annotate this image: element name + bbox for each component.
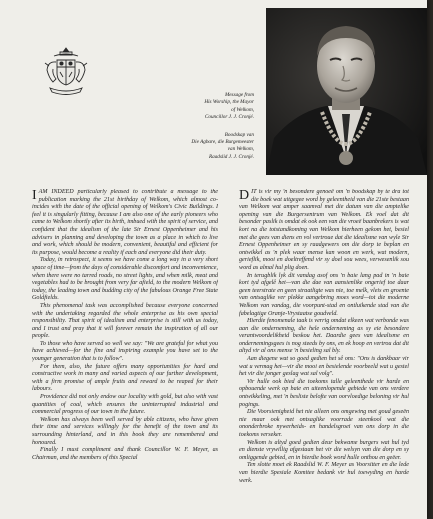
afrikaans-paragraph: Hierdie fenomenale taak is verrig omdat elkeen wat verbonde was aan die onderneming, die hele onderneming as sy eie besondere verantwoordelikheid beskou het. Daardie gees van idealisme en ondernemingsgees is nog steeds by ons, en ek hoop en vertrou dat dit altyd vir al ons mense 'n besieling sal bly. xyxy=(239,318,409,355)
english-paragraph: Finally I must compliment and thank Councillor W. F. Meyer, as Chairman, and the members of this Special xyxy=(32,447,218,461)
caption-af-line: van Welkom, xyxy=(227,146,254,153)
english-paragraph: Today, in retrospect, it seems we have come a long way in a very short space of time—from the days of considerable discomfort and inconvenience, when there were no tarred roads, no street lights, and when milk, meat and vegetables had to be brought from very far afield, to the modern Welkom of today, the leading town and budding city of the fabulous Orange Free State Goldfields. xyxy=(32,257,218,302)
afrikaans-paragraph: Welkom is altyd goed gedien deur bekwame burgers wat hul tyd en dienste vrywillig afgestaan het vir die welsyn van die dorp en sy omliggende gebied, en in hierdie boek word hulle onthou en geëer. xyxy=(239,439,409,461)
mayor-portrait-photo xyxy=(266,8,427,175)
caption-en-line: of Welkom, xyxy=(231,106,254,113)
caption-en-line: Councillor J. J. Cronjé. xyxy=(204,114,254,121)
english-message-column xyxy=(32,189,218,519)
english-paragraph: Providence did not only endow our locality with gold, but also with vast quantities of coal, which ensures the uninterrupted industrial and commercial progress of our town in the future. xyxy=(32,394,218,416)
caption-en-line: His Worship, the Mayor xyxy=(204,99,254,106)
caption-af-line: Boodskap van xyxy=(224,131,254,138)
english-paragraph: Welkom has always been well served by able citizens, who have given their time and services willingly for the benefit of the town and its surrounding hinterland, and in this book they are remembered and honoured. xyxy=(32,416,218,446)
afrikaans-message-column xyxy=(239,189,409,519)
afrikaans-paragraph: Aan diegene wat so goed gedien het sê ons: "Ons is dankbaar vir wat u vermag het—vir die mooi en besielende voorbeeld wat u gestel het vir die jonger geslag wat sal volg". xyxy=(239,356,409,378)
caption-en-line: Message from xyxy=(224,92,254,98)
english-paragraph: This phenomenal task was accomplished because everyone concerned with the undertaking regarded the whole enterprise as his own special responsibility. That spirit of idealism and enterprise is still with us today, and I trust and pray that it will forever remain the inspiration of all our people. xyxy=(32,302,218,340)
caption-af-line: Die Agbare, die Burgemeester xyxy=(191,139,254,146)
afrikaans-paragraph: Ten slotte moet ek Raadslid W. F. Meyer as Voorsitter en die lede van hierdie Spesiale Komitee bedank vir hul toewyding en harde werk. xyxy=(239,462,409,484)
caption-af-line: Raadslid J. J. Cronjé. xyxy=(208,153,254,160)
afrikaans-paragraph: DIT is vir my 'n besondere genoeë om 'n boodskap by te dra tot die boek wat uitgegee word by geleentheid van die 21ste bestaan van Welkom wat amper saamval met die datum van die amptelike opening van die Burgersentrum van Welkom. Ek voel dat dit besonder paslik is omdat ek ook een van die vroeë baanbrekers is wat kort na die totstandkoming van Welkom hierheen gekom het, besiel met die gees van diens en vol vertroue dat die idealisme van wyle Sir Ernest Oppenheimer en sy raadgewers om die dorp te beplan en ontwikkel as 'n plek waar mense kan woon en werk, wat modern, gerieflik, mooi en doeltreffend vir sy doel sou wees, verwesenlik sou word as almal hul plig doen. xyxy=(239,189,409,271)
english-paragraph: To those who have served so well we say: "We are grateful for what you have achieved—for the fine and inspiring example you have set to the younger generation that is to follow". xyxy=(32,340,218,363)
welkom-coat-of-arms-logo xyxy=(40,46,92,98)
english-paragraph: For them, also, the future offers many opportunities for hard and constructive work in many and varied aspects of our further development, with a firm promise of ample fruits and reward to be reaped for their labours. xyxy=(32,363,218,393)
english-paragraph: IAM INDEED particularly pleased to contribute a message to the publication marking the 21st birthday of Welkom, which almost co-incides with the date of the official opening of Welkom's Civic Buildings. I feel it is singularly fitting, because I am also one of the early pioneers who came to Welkom shortly after its birth, imbued with the spirit of service, and confident that the idealism of the late Sir Ernest Oppenheimer and his advisers in planning and developing the town as a place in which to live and work, which should be modern, convenient, beautiful and efficient for its purpose, would become a reality if each and everyone did their duty. xyxy=(32,189,218,256)
afrikaans-paragraph: Die Voorsienigheid het nie alleen ons omgewing met goud geseën nie maar ook met ontsaglike voorrade steenkool wat die ononderbroke nywerheids- en handelsgroei van ons dorp in die toekoms verseker. xyxy=(239,409,409,438)
afrikaans-paragraph: Vir hulle ook bied die toekoms talle geleenthede vir harde en opbouende werk op baie en uiteenlopende gebiede van ons verdere ontwikkeling, met 'n besliste belofte van oorvloedige beloning vir hul pogings. xyxy=(239,378,409,408)
message-captions xyxy=(150,92,254,161)
afrikaans-paragraph: In terugblik lyk dit vandag asof ons 'n baie lang pad in 'n baie kort tyd afgelê het—van die dae van aansienlike ongerief toe daar geen teerstrate en geen straatligte was nie, toe melk, vleis en groente van ontsaglike ver plekke aangebring moes word—tot die moderne Welkom van vandag, die voorpunt-stad en ontluikende stad van die fabelagtige Oranje-Vrystaatse goudveld. xyxy=(239,272,409,317)
